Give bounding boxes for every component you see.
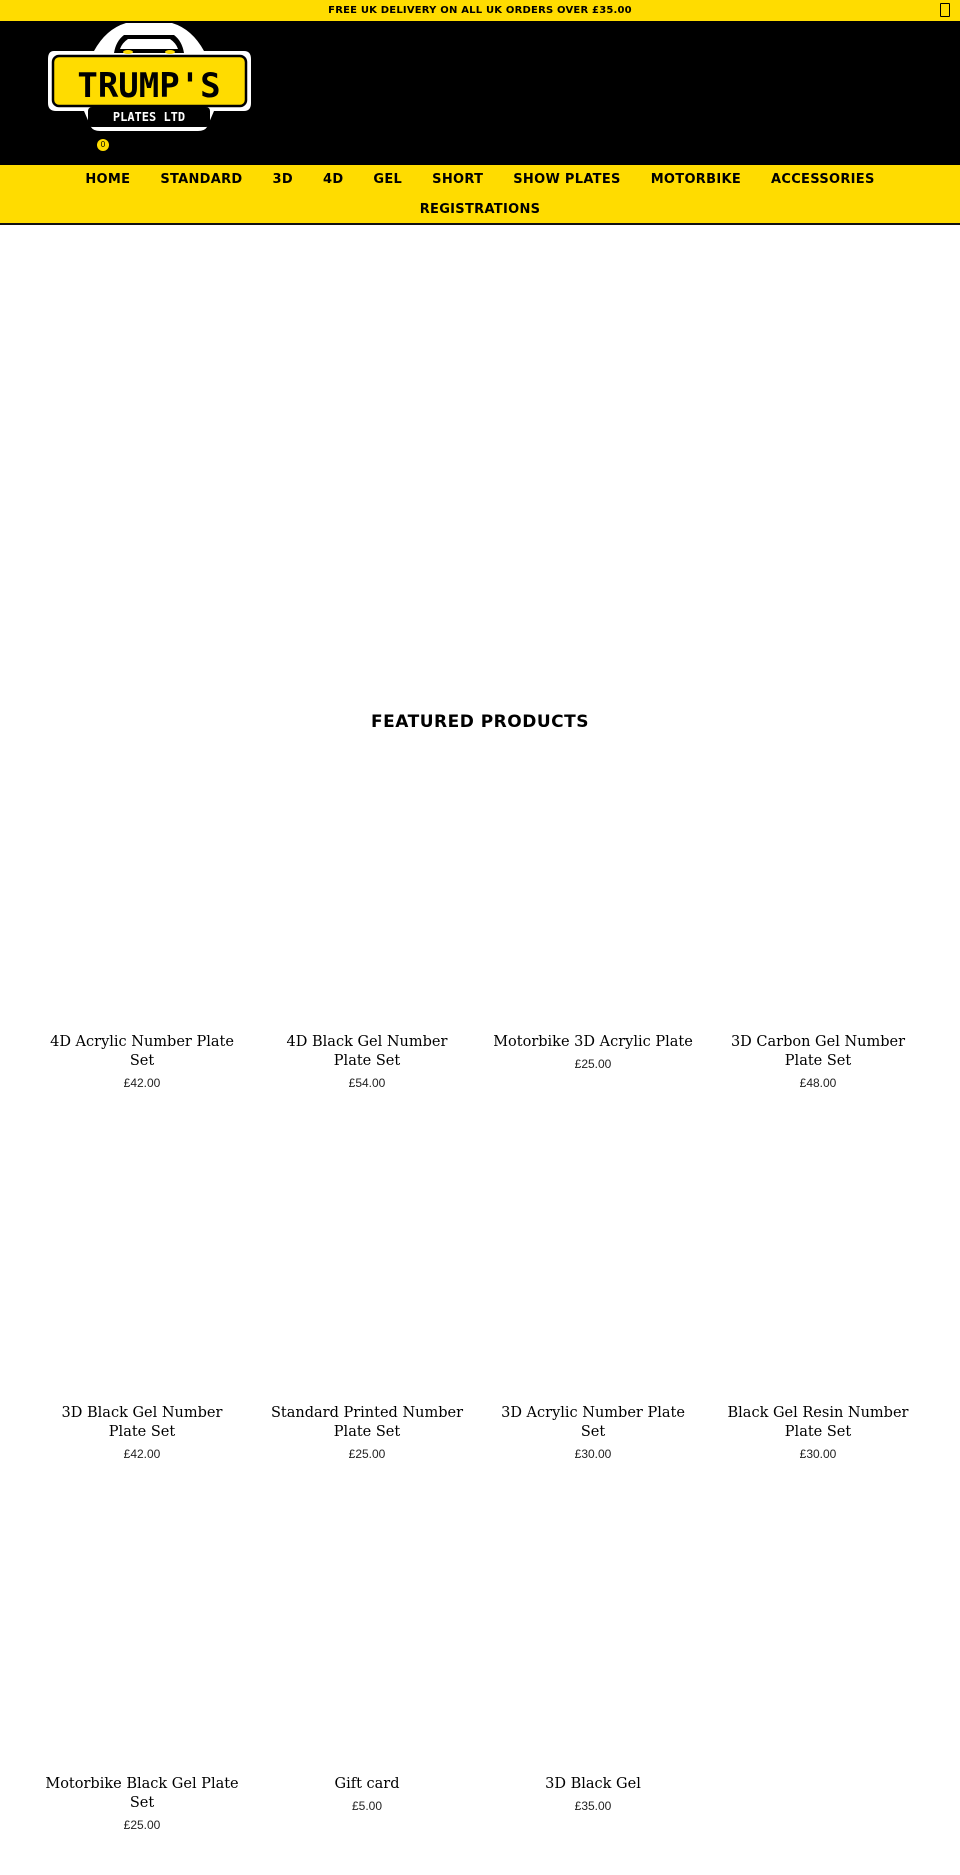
nav-row-secondary <box>0 200 960 220</box>
product-name[interactable]: Black Gel Resin Number Plate Set <box>727 1405 909 1440</box>
product-price: £30.00 <box>574 1447 612 1461</box>
hero-banner <box>0 227 960 687</box>
nav-item-standard[interactable]: STANDARD <box>160 172 243 187</box>
product-card[interactable] <box>718 1404 918 1461</box>
product-price: £30.00 <box>799 1447 837 1461</box>
product-price: £35.00 <box>574 1799 612 1813</box>
nav-item-home[interactable]: HOME <box>85 172 131 187</box>
product-price: £25.00 <box>123 1818 161 1832</box>
nav-item-show-plates[interactable]: SHOW PLATES <box>513 172 621 187</box>
nav-item-4d[interactable]: 4D <box>322 172 344 187</box>
nav-item-accessories[interactable]: ACCESSORIES <box>771 172 875 187</box>
close-icon[interactable] <box>940 3 950 17</box>
car-icon <box>114 35 184 54</box>
product-card[interactable] <box>493 1404 693 1461</box>
announcement-text: FREE UK DELIVERY ON ALL UK ORDERS OVER £35.00 <box>328 5 632 16</box>
product-card[interactable] <box>42 1404 242 1461</box>
product-price: £54.00 <box>348 1076 386 1090</box>
product-card[interactable] <box>267 1775 467 1813</box>
product-name[interactable]: 3D Carbon Gel Number Plate Set <box>730 1034 906 1069</box>
nav-item-gel[interactable]: GEL <box>373 172 403 187</box>
product-price: £25.00 <box>348 1447 386 1461</box>
product-price: £25.00 <box>574 1057 612 1071</box>
nav-item-registrations[interactable]: REGISTRATIONS <box>419 202 541 217</box>
featured-products-title: FEATURED PRODUCTS <box>371 712 589 732</box>
product-name[interactable]: 3D Black Gel <box>545 1776 641 1792</box>
product-card[interactable] <box>267 1033 467 1090</box>
nav-row-primary <box>0 170 960 190</box>
product-card[interactable] <box>493 1033 693 1071</box>
product-name[interactable]: Motorbike Black Gel Plate Set <box>45 1776 239 1811</box>
product-card[interactable] <box>42 1033 242 1090</box>
announcement-bar <box>0 0 960 21</box>
product-price: £42.00 <box>123 1447 161 1461</box>
product-name[interactable]: Standard Printed Number Plate Set <box>270 1405 464 1440</box>
product-card[interactable] <box>718 1033 918 1090</box>
product-card[interactable] <box>42 1775 242 1832</box>
product-name[interactable]: 4D Acrylic Number Plate Set <box>50 1034 234 1069</box>
product-name[interactable]: 4D Black Gel Number Plate Set <box>286 1034 448 1069</box>
main-nav <box>0 165 960 225</box>
logo-subtitle: PLATES LTD <box>112 110 186 124</box>
product-price: £48.00 <box>799 1076 837 1090</box>
nav-item-3d[interactable]: 3D <box>272 172 293 187</box>
product-card[interactable] <box>267 1404 467 1461</box>
product-card[interactable] <box>493 1775 693 1813</box>
nav-item-short[interactable]: SHORT <box>432 172 484 187</box>
nav-item-motorbike[interactable]: MOTORBIKE <box>650 172 742 187</box>
cart-count-badge[interactable]: 0 <box>97 139 109 151</box>
product-name[interactable]: Motorbike 3D Acrylic Plate <box>493 1034 693 1050</box>
product-name[interactable]: Gift card <box>334 1776 400 1792</box>
product-name[interactable]: 3D Black Gel Number Plate Set <box>61 1405 223 1440</box>
product-price: £5.00 <box>351 1799 383 1813</box>
product-price: £42.00 <box>123 1076 161 1090</box>
product-name[interactable]: 3D Acrylic Number Plate Set <box>501 1405 685 1440</box>
site-header <box>0 21 960 165</box>
logo[interactable] <box>44 21 254 136</box>
logo-title: TRUMP'S <box>77 66 221 106</box>
